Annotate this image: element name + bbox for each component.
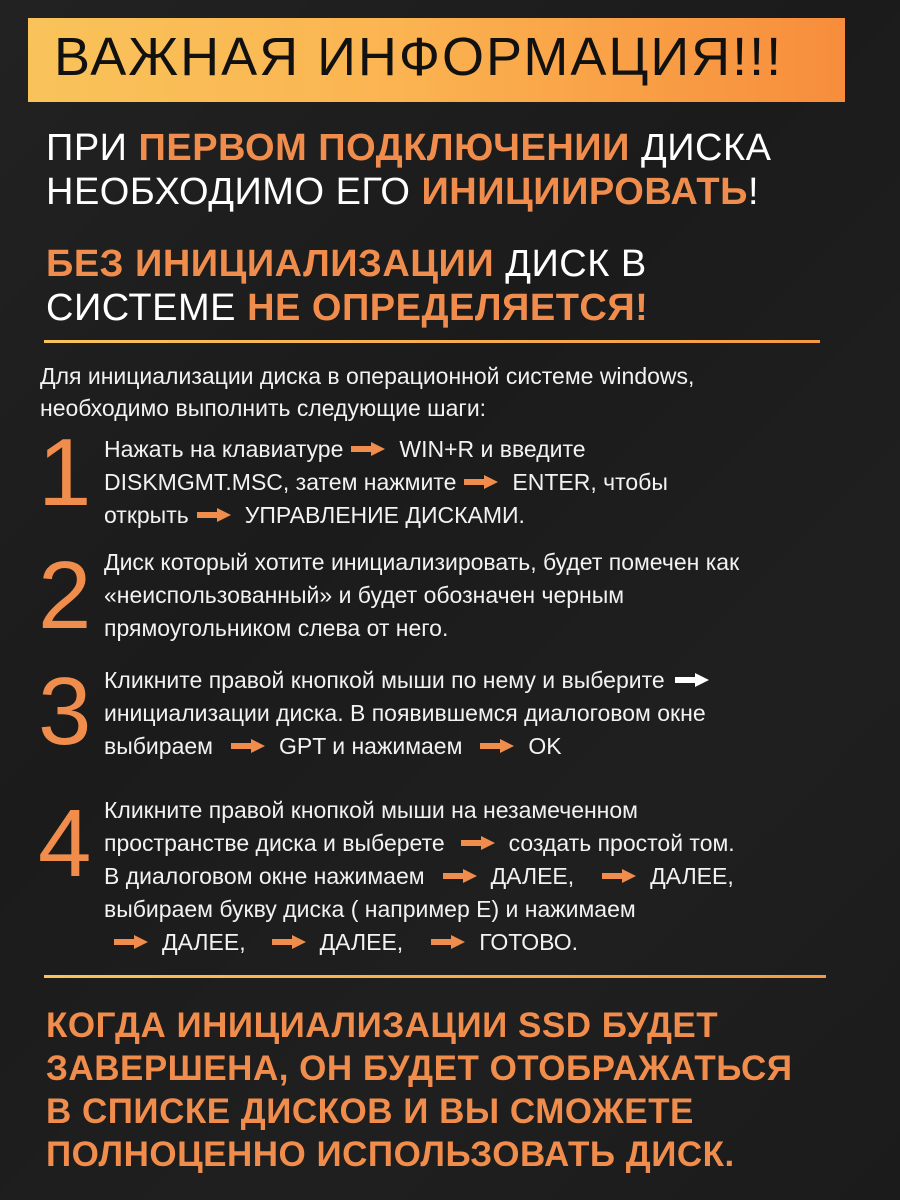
step3-l3a: выбираем [104,733,213,759]
step4-l3b: ДАЛЕЕ, [490,863,575,889]
step3-l1: Кликните правой кнопкой мыши по нему и выберите [104,667,665,693]
right-arrow-icon [197,508,231,522]
right-arrow-icon [351,442,385,456]
right-arrow-icon [272,935,306,949]
step-2-text [104,546,864,645]
banner-title: ВАЖНАЯ ИНФОРМАЦИЯ!!! [54,27,784,87]
right-arrow-icon [675,673,709,687]
intro-text [40,360,840,424]
heading2-part2: ДИСК В [494,243,647,285]
intro-line2: необходимо выполнить следующие шаги: [40,395,487,421]
heading1-accent1: ПЕРВОМ ПОДКЛЮЧЕНИИ [138,127,630,169]
divider-top [44,340,820,343]
final-note [46,1004,876,1176]
step1-l1b: WIN+R и введите [399,436,586,462]
step4-l4: выбираем букву диска ( например E) и нажимаем [104,896,636,922]
divider-bottom [44,975,826,978]
heading2-part3: СИСТЕМЕ [46,287,248,329]
step-number-1: 1 [38,419,92,526]
right-arrow-icon [431,935,465,949]
right-arrow-icon [602,869,636,883]
heading1-part6: ! [747,171,760,213]
step-number-4: 4 [38,790,92,897]
step-1-text [104,433,864,532]
step3-l2: инициализации диска. В появившемся диалоговом окне [104,700,706,726]
step4-l5b: ДАЛЕЕ, [319,929,404,955]
step1-l2a: DISKMGMT.MSC, затем нажмите [104,469,457,495]
intro-line1: Для инициализации диска в операционной системе windows, [40,363,695,389]
step2-l3: прямоугольником слева от него. [104,615,449,641]
step1-l2b: ENTER, чтобы [512,469,668,495]
final-line3: В СПИСКЕ ДИСКОВ И ВЫ СМОЖЕТЕ [46,1092,694,1131]
step1-l3a: открыть [104,502,189,528]
step-4-text [104,794,864,959]
final-line4: ПОЛНОЦЕННО ИСПОЛЬЗОВАТЬ ДИСК. [46,1135,735,1174]
step3-l3c: OK [528,733,562,759]
step2-l2: «неиспользованный» и будет обозначен черным [104,582,625,608]
step4-l5a: ДАЛЕЕ, [162,929,246,955]
heading1-accent2: ИНИЦИИРОВАТЬ [421,171,748,213]
right-arrow-icon [231,739,265,753]
heading2-accent1: БЕЗ ИНИЦИАЛИЗАЦИИ [46,243,495,285]
step4-l3a: В диалоговом окне нажимаем [104,863,425,889]
step4-l1: Кликните правой кнопкой мыши на незамеченном [104,797,638,823]
right-arrow-icon [480,739,514,753]
right-arrow-icon [114,935,148,949]
right-arrow-icon [464,475,498,489]
final-line2: ЗАВЕРШЕНА, ОН БУДЕТ ОТОБРАЖАТЬСЯ [46,1049,793,1088]
heading1-part4: НЕОБХОДИМО ЕГО [46,171,422,213]
step2-l1: Диск который хотите инициализировать, будет помечен как [104,549,740,575]
step4-l3c: ДАЛЕЕ, [650,863,734,889]
heading1-part1: ПРИ [46,127,139,169]
step-number-2: 2 [38,542,92,649]
final-line1: КОГДА ИНИЦИАЛИЗАЦИИ SSD БУДЕТ [46,1006,719,1045]
step-3-text [104,664,864,763]
step1-l3b: УПРАВЛЕНИЕ ДИСКАМИ. [244,502,525,528]
step1-l1a: Нажать на клавиатуре [104,436,344,462]
heading2-accent2: НЕ ОПРЕДЕЛЯЕТСЯ! [247,287,649,329]
right-arrow-icon [461,836,495,850]
heading-first-connection [46,126,771,214]
heading-no-init [46,242,648,330]
step4-l2b: создать простой том. [508,830,735,856]
step4-l5c: ГОТОВО. [479,929,579,955]
heading1-part3: ДИСКА [629,127,772,169]
step-number-3: 3 [38,658,92,765]
step3-l3b: GPT и нажимаем [278,733,463,759]
step4-l2a: пространстве диска и выберете [104,830,445,856]
right-arrow-icon [443,869,477,883]
